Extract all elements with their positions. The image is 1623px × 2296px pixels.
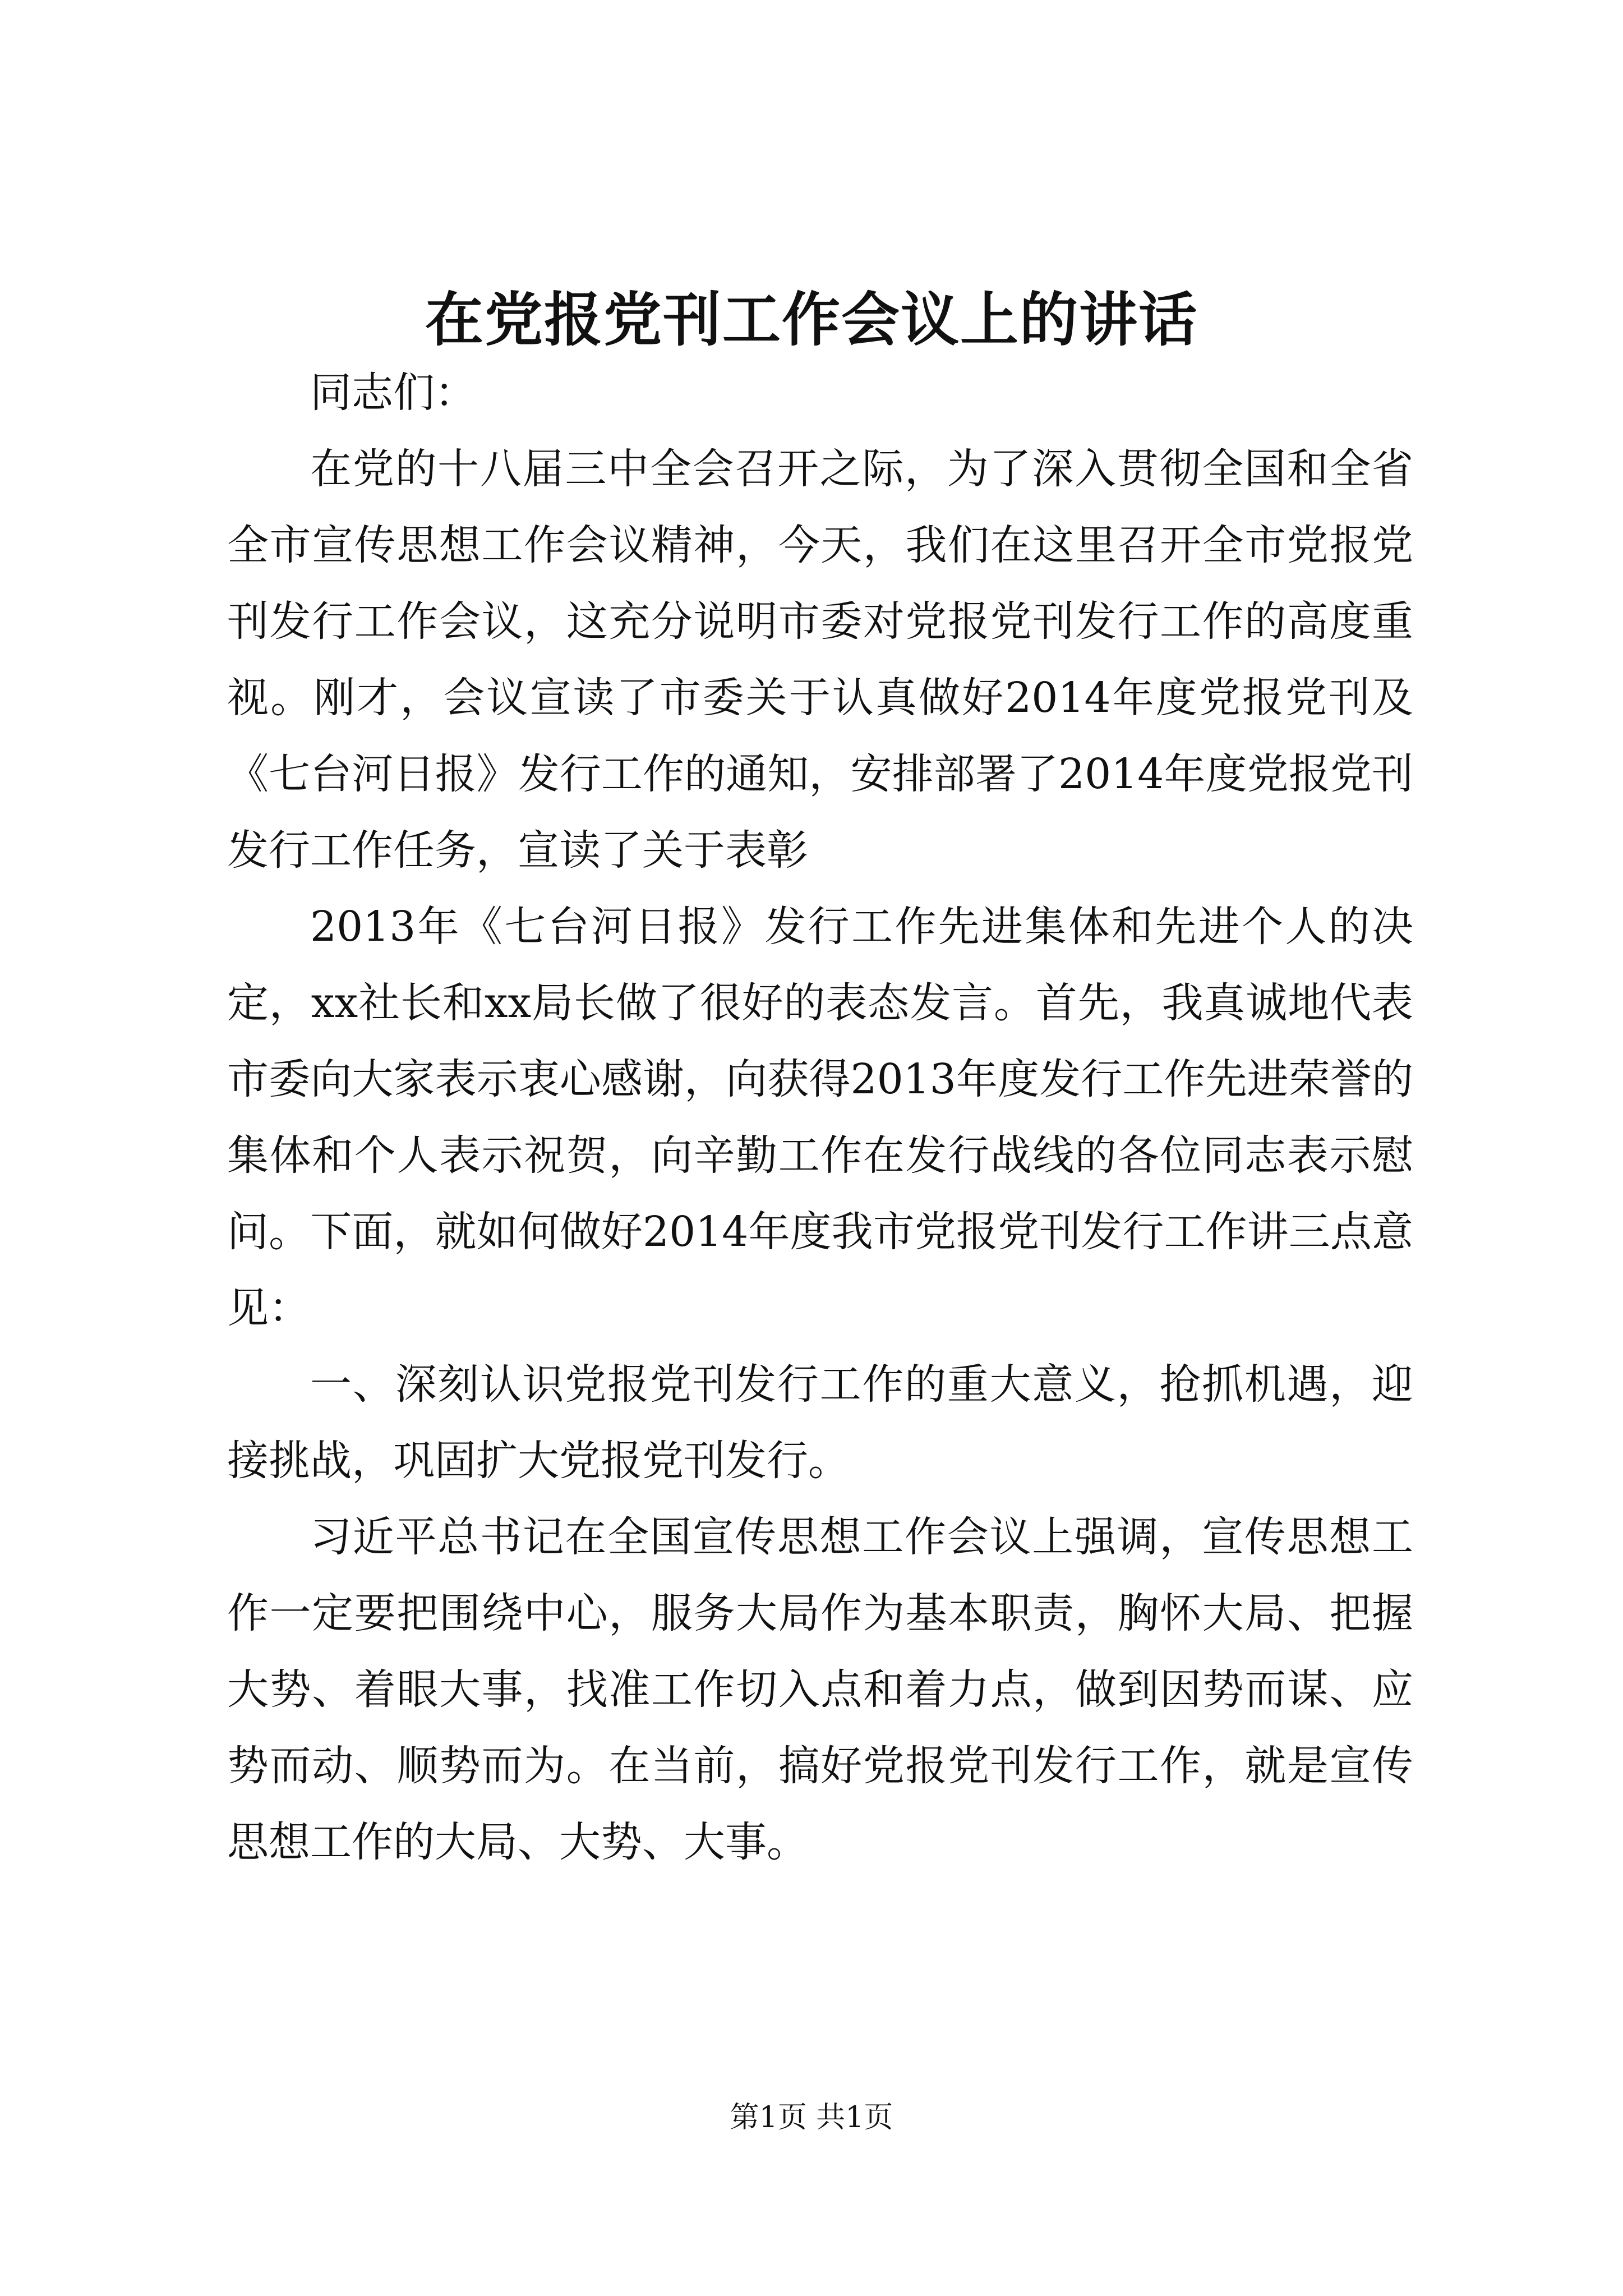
paragraph-opening: 在党的十八届三中全会召开之际，为了深入贯彻全国和全省全市宣传思想工作会议精神，今天，我们在这里召开全市党报党刊发行工作会议，这充分说明市委对党报党刊发行工作的高度重视。刚才，会议宣读了市委关于认真做好2014年度党报党刊及《七台河日报》发行工作的通知，安排部署了2014年度党报党刊发行工作任务，宣读了关于表彰	[227, 445, 1413, 875]
page-number-footer: 第1页 共1页	[730, 2101, 893, 2134]
document-title: 在党报党刊工作会议上的讲话	[425, 285, 1198, 354]
paragraph-salutation: 同志们：	[310, 369, 476, 417]
document-body	[227, 355, 1413, 1880]
paragraph-section-body: 习近平总书记在全国宣传思想工作会议上强调，宣传思想工作一定要把围绕中心，服务大局作为基本职责，胸怀大局、把握大势、着眼大事，找准工作切入点和着力点，做到因势而谋、应势而动、顺势而为。在当前，搞好党报党刊发行工作，就是宣传思想工作的大局、大势、大事。	[227, 1513, 1413, 1866]
paragraph-thanks: 2013年《七台河日报》发行工作先进集体和先进个人的决定，xx社长和xx局长做了很好的表态发言。首先，我真诚地代表市委向大家表示衷心感谢，向获得2013年度发行工作先进荣誉的集体和个人表示祝贺，向辛勤工作在发行战线的各位同志表示慰问。下面，就如何做好2014年度我市党报党刊发行工作讲三点意见：	[227, 903, 1413, 1332]
paragraph-section-heading: 一、深刻认识党报党刊发行工作的重大意义，抢抓机遇，迎接挑战，巩固扩大党报党刊发行。	[227, 1360, 1413, 1485]
